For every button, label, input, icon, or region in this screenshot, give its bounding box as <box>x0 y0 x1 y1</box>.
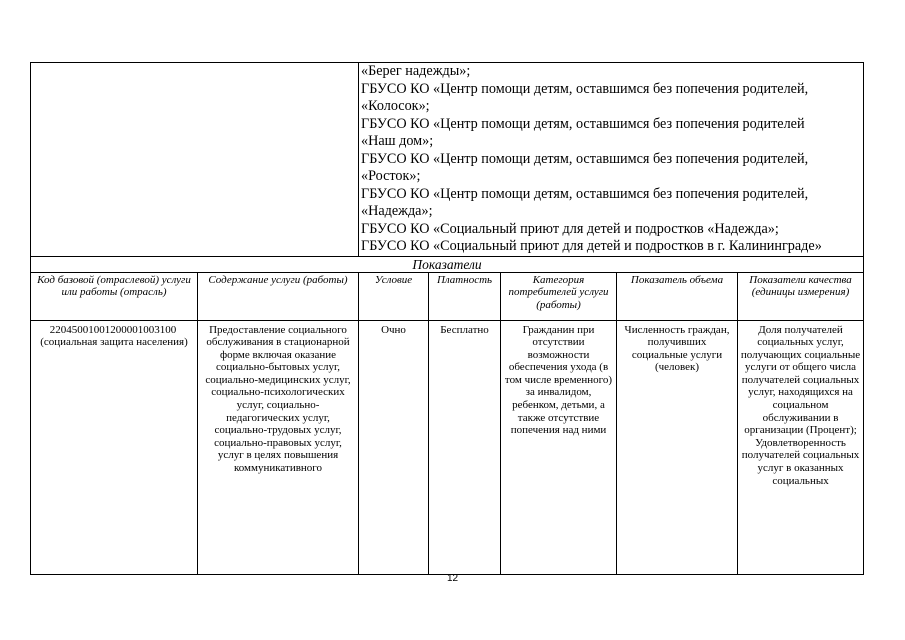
cell-payment: Бесплатно <box>429 320 501 574</box>
header-code: Код базовой (отраслевой) услуги или работы (отрасль) <box>31 272 198 320</box>
organization-line: ГБУСО КО «Социальный приют для детей и подростков «Надежда»; <box>361 220 779 237</box>
organization-line: ГБУСО КО «Центр помощи детям, оставшимся без попечения родителей <box>361 115 805 132</box>
services-table <box>30 62 864 575</box>
header-condition: Условие <box>359 272 429 320</box>
header-payment: Платность <box>429 272 501 320</box>
cell-category: Гражданин при отсутствии возможности обеспечения ухода (в том числе временного) за инвалидом, ребенком, детьми, а также отсутствие попечения над ними <box>501 320 617 574</box>
page-number: 12 <box>446 573 459 584</box>
cell-condition: Очно <box>359 320 429 574</box>
table-row <box>31 320 864 574</box>
cell-volume: Численность граждан, получивших социальные услуги (человек) <box>617 320 738 574</box>
organization-line: «Надежда»; <box>361 203 433 219</box>
service-code: 22045001001200001003100 <box>49 323 177 336</box>
organizations-cell <box>359 63 864 257</box>
cell-quality: Доля получателей социальных услуг, получающих социальные услуги от общего числа получателей социальных услуг, находящихся на социальном обслуживании в организации (Процент); Удовлетворенность получателей социальных услуг в оказанных социальных <box>738 320 864 574</box>
cell-code <box>31 320 198 574</box>
header-category: Категория потребителей услуги (работы) <box>501 272 617 320</box>
organization-line: «Берег надежды»; <box>361 63 471 79</box>
organizations-row <box>31 63 864 257</box>
header-content: Содержание услуги (работы) <box>198 272 359 320</box>
section-title-row <box>31 256 864 272</box>
header-row <box>31 272 864 320</box>
organization-line: «Росток»; <box>361 168 421 184</box>
header-volume: Показатель объема <box>617 272 738 320</box>
service-sector: (социальная защита населения) <box>40 336 188 349</box>
organization-line: ГБУСО КО «Центр помощи детям, оставшимся без попечения родителей, <box>361 150 809 167</box>
header-quality: Показатели качества (единицы измерения) <box>738 272 864 320</box>
section-title: Показатели <box>31 256 864 272</box>
organization-line: «Наш дом»; <box>361 133 434 149</box>
cell-content: Предоставление социального обслуживания в стационарной форме включая оказание социально-бытовых услуг, социально-медицинских услуг, социально-психологических услуг, социально-педагогических услуг, социально-трудовых услуг, социально-правовых услуг, услуг в целях повышения коммуникативного <box>198 320 359 574</box>
organization-line: ГБУСО КО «Центр помощи детям, оставшимся без попечения родителей, <box>361 185 809 202</box>
organization-line: ГБУСО КО «Социальный приют для детей и подростков в г. Калининграде» <box>361 238 822 254</box>
organizations-empty-cell <box>31 63 359 257</box>
organization-line: ГБУСО КО «Центр помощи детям, оставшимся без попечения родителей, <box>361 80 809 97</box>
organization-line: «Колосок»; <box>361 98 430 114</box>
